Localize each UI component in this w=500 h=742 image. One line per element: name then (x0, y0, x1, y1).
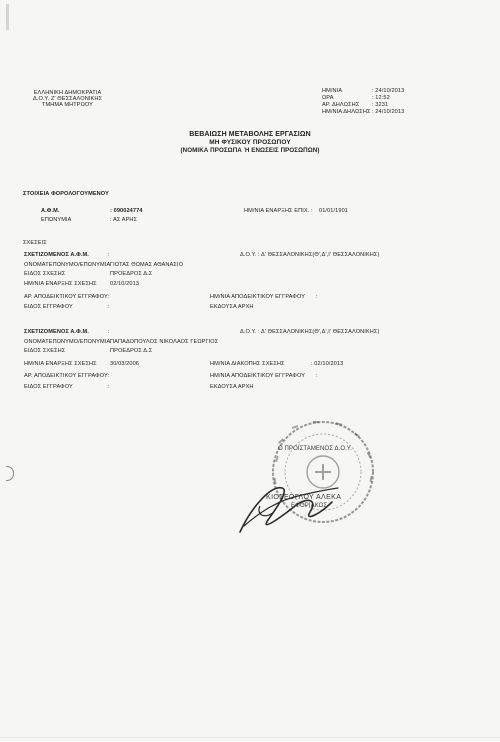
relation-2-doctype-value: : (108, 384, 110, 390)
taxpayer-heading: ΣΤΟΙΧΕΙΑ ΦΟΡΟΛΟΓΟΥΜΕΝΟΥ (23, 191, 109, 197)
relation-2-doy-value: : Δ' ΘΕΣΣΑΛΟΝΙΚΗΣ(Θ',Δ',Ι' ΘΕΣΣΑΛΟΝΙΚΗΣ) (258, 329, 380, 335)
relation-1-authority-label: ΕΚΔΟΥΣΑ ΑΡΧΗ (210, 304, 254, 310)
relation-2-afm-value: : (108, 329, 110, 335)
relation-2-type-value: ΠΡΟΕΔΡΟΣ Δ.Σ (110, 348, 153, 354)
relation-1-afm-value: : (108, 252, 110, 258)
issuer-line-1: ΕΛΛΗΝΙΚΗ ΔΗΜΟΚΡΑΤΙΑ (33, 90, 102, 96)
relation-1-start-value: 02/10/2013 (110, 281, 139, 287)
relation-2-type-label: ΕΙΔΟΣ ΣΧΕΣΗΣ (24, 348, 66, 354)
issuer-line-2: Δ.Ο.Υ. Ζ' ΘΕΣΣΑΛΟΝΙΚΗΣ (32, 96, 103, 102)
relation-1-name-label: ΟΝΟΜΑΤΕΠΩΝΥΜΟ/ΕΠΩΝΥΜΙΑ (24, 262, 111, 268)
taxpayer-name-label: ΕΠΩΝΥΜΙΑ (41, 217, 72, 223)
relation-1-type-value: ΠΡΟΕΔΡΟΣ Δ.Σ (110, 271, 153, 277)
signature-name: ΚΙΟΣΕΟΓΛΟΥ ΑΛΕΚΑ (266, 494, 342, 501)
relation-1-doy-label: Δ.Ο.Υ. (240, 252, 257, 258)
relation-1-docdate-label: ΗΜ/ΝΙΑ ΑΠΟΔΕΙΚΤΙΚΟΥ ΕΓΓΡΑΦΟΥ (210, 294, 306, 300)
document-title: ΒΕΒΑΙΩΣΗ ΜΕΤΑΒΟΛΗΣ ΕΡΓΑΣΙΩΝ (189, 131, 311, 138)
relation-1-doctype-label: ΕΙΔΟΣ ΕΓΓΡΑΦΟΥ (24, 304, 73, 310)
taxpayer-start-value: 01/01/1901 (319, 208, 348, 214)
relation-2-doctype-label: ΕΙΔΟΣ ΕΓΓΡΑΦΟΥ (24, 384, 73, 390)
meta-time-value: : 12:52 (372, 95, 390, 101)
signature-role: Ο ΠΡΟΪΣΤΑΜΕΝΟΣ Δ.Ο.Υ. (278, 446, 352, 452)
taxpayer-afm-value: : 090024774 (110, 208, 143, 214)
taxpayer-afm-label: Α.Φ.Μ. (41, 208, 60, 214)
meta-declaration-no-label: ΑΡ. ΔΗΛΩΣΗΣ (322, 102, 360, 108)
punch-hole-mark (6, 466, 14, 481)
relation-1-doctype-value: : (108, 304, 110, 310)
relation-1-name-value: ΓΙΩΤΑΣ ΘΩΜΑΣ ΑΘΑΝΑΣΙΟ (110, 262, 184, 268)
relation-2-docdate-label: ΗΜ/ΝΙΑ ΑΠΟΔΕΙΚΤΙΚΟΥ ΕΓΓΡΑΦΟΥ (210, 373, 306, 379)
relation-2-start-value: 30/03/2006 (110, 361, 139, 367)
meta-declaration-date-value: : 24/10/2013 (372, 109, 405, 115)
handwritten-signature (220, 440, 360, 540)
taxpayer-name-value: : ΑΣ ΑΡΗΣ (110, 217, 138, 223)
relation-2-authority-label: ΕΚΔΟΥΣΑ ΑΡΧΗ (210, 384, 254, 390)
relation-2-name-value: ΠΑΠΑΔΟΠΟΥΛΟΣ ΝΙΚΟΛΑΟΣ ΓΕΩΡΓΙΟΣ (110, 339, 219, 345)
relation-2-name-label: ΟΝΟΜΑΤΕΠΩΝΥΜΟ/ΕΠΩΝΥΜΙΑ (24, 339, 111, 345)
relation-2-end-label: ΗΜ/ΝΙΑ ΔΙΑΚΟΠΗΣ ΣΧΕΣΗΣ (210, 361, 285, 367)
relation-1-afm-label: ΣΧΕΤΙΖΟΜΕΝΟΣ Α.Φ.Μ. (24, 252, 89, 258)
relation-1-docno-label: ΑΡ. ΑΠΟΔΕΙΚΤΙΚΟΥ ΕΓΓΡΑΦΟΥ (24, 294, 108, 300)
relation-1-docno-value: : (108, 294, 110, 300)
scan-edge-line (0, 737, 500, 738)
relation-2-doy-label: Δ.Ο.Υ. (240, 329, 257, 335)
taxpayer-start-label: ΗΜ/ΝΙΑ ΕΝΑΡΞΗΣ ΕΠΙΧ. : (244, 208, 313, 214)
relation-2-afm-label: ΣΧΕΤΙΖΟΜΕΝΟΣ Α.Φ.Μ. (24, 329, 89, 335)
meta-date-value: : 24/10/2013 (372, 88, 405, 94)
meta-date-label: ΗΜ/ΝΙΑ (322, 88, 343, 94)
meta-declaration-date-label: ΗΜ/ΝΙΑ ΔΗΛΩΣΗΣ (322, 109, 371, 115)
relation-1-type-label: ΕΙΔΟΣ ΣΧΕΣΗΣ (24, 271, 66, 277)
document-subtitle: ΜΗ ΦΥΣΙΚΟΥ ΠΡΟΣΩΠΟΥ (209, 139, 291, 146)
issuer-line-3: ΤΜΗΜΑ ΜΗΤΡΩΟΥ (42, 102, 93, 108)
signature-title: ΕΦΟΡΙΑΚΟΣ (291, 503, 328, 509)
relation-1-doy-value: : Δ' ΘΕΣΣΑΛΟΝΙΚΗΣ(Θ',Δ',Ι' ΘΕΣΣΑΛΟΝΙΚΗΣ) (258, 252, 380, 258)
relation-2-start-label: ΗΜ/ΝΙΑ ΕΝΑΡΞΗΣ ΣΧΕΣΗΣ (24, 361, 97, 367)
document-subtitle-2: (ΝΟΜΙΚΑ ΠΡΟΣΩΠΑ Ή ΕΝΩΣΕΙΣ ΠΡΟΣΩΠΩΝ) (180, 147, 320, 154)
relation-1-start-label: ΗΜ/ΝΙΑ ΕΝΑΡΞΗΣ ΣΧΕΣΗΣ (24, 281, 97, 287)
relation-1-docdate-value: : (316, 294, 318, 300)
meta-declaration-no-value: : 3231 (372, 102, 389, 108)
relations-heading: ΣΧΕΣΕΙΣ (23, 240, 47, 246)
relation-2-docno-value: : (108, 373, 110, 379)
scan-smudge (6, 4, 9, 30)
relation-2-docno-label: ΑΡ. ΑΠΟΔΕΙΚΤΙΚΟΥ ΕΓΓΡΑΦΟΥ (24, 373, 108, 379)
relation-2-end-value: : 02/10/2013 (311, 361, 344, 367)
relation-2-docdate-value: : (316, 373, 318, 379)
meta-time-label: ΩΡΑ (322, 95, 334, 101)
